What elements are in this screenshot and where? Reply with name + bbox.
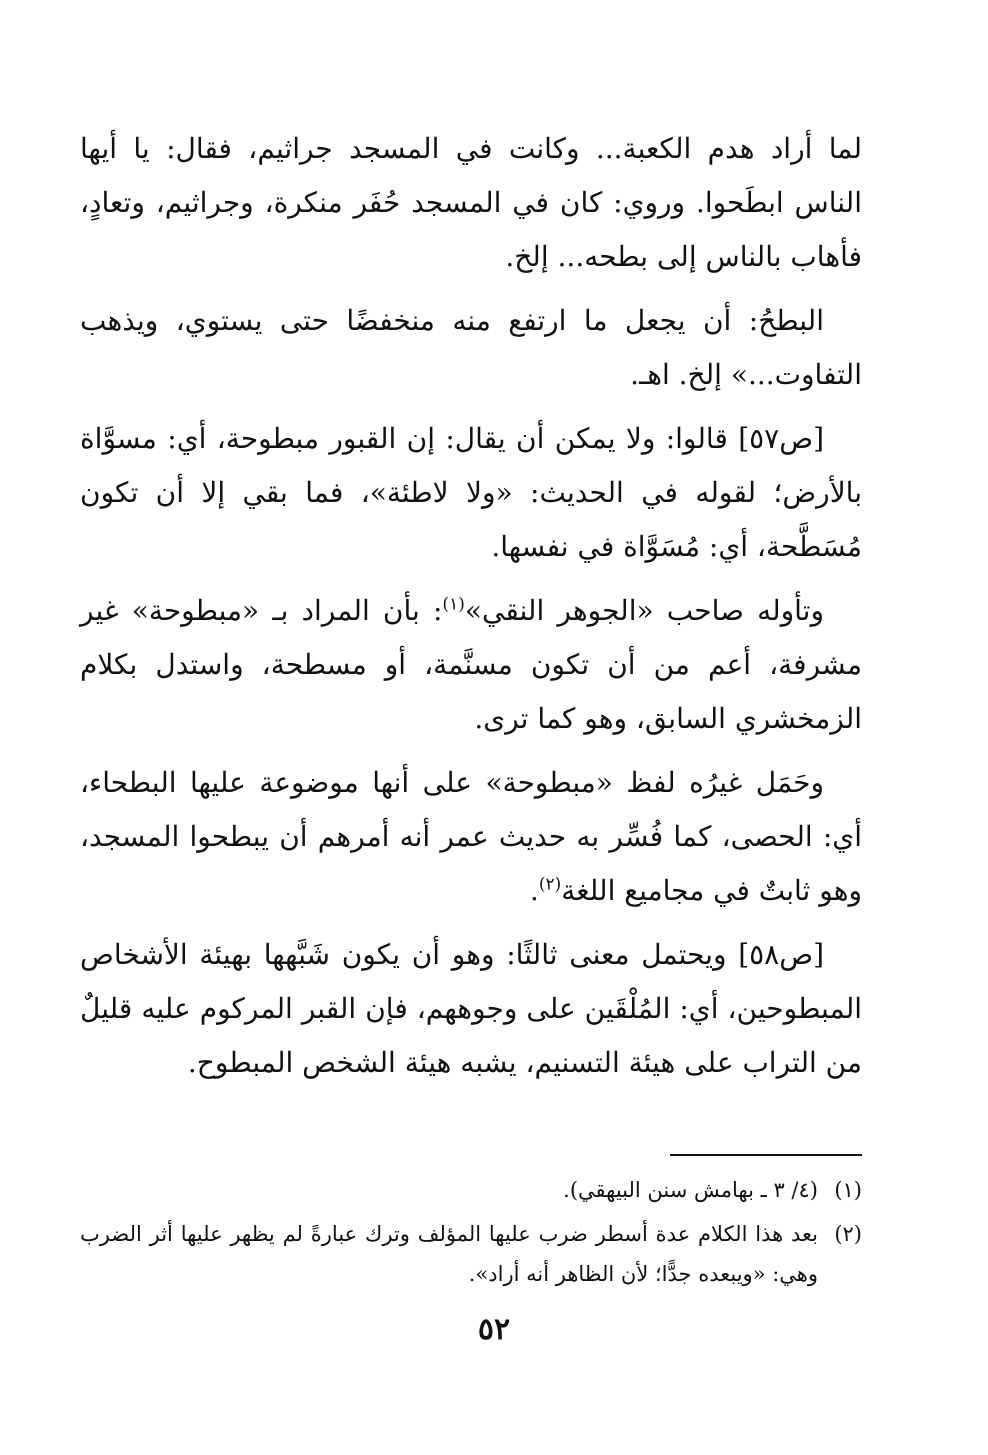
paragraph-1: لما أراد هدم الكعبة... وكانت في المسجد جراثيم، فقال: يا أيها الناس ابطَحوا. وروي: كان في المسجد حُفَر منكرة، وجراثيم، وتعادٍ، فأهاب بالناس إلى بطحه... إلخ. xyxy=(80,132,862,273)
footnote-2 xyxy=(80,1214,862,1294)
paragraph-3: [ص٥٧] قالوا: ولا يمكن أن يقال: إن القبور مبطوحة، أي: مسوَّاة بالأرض؛ لقوله في الحديث: «ولا لاطئة»، فما بقي إلا أن تكون مُسَطَّحة، أي: مُسَوَّاة في نفسها. xyxy=(80,422,862,563)
footnote-1-text: (٤/ ٣ ـ بهامش سنن البيهقي). xyxy=(563,1178,818,1202)
main-text xyxy=(80,122,862,1100)
paragraph-5-text-after: . xyxy=(529,874,539,907)
paragraph-2: البطحُ: أن يجعل ما ارتفع منه منخفضًا حتى يستوي، ويذهب التفاوت...» إلخ. اهـ. xyxy=(80,304,862,391)
paragraph-4 xyxy=(80,584,862,746)
paragraph-5 xyxy=(80,756,862,918)
footnote-1-number: (١) xyxy=(834,1178,862,1202)
page-number: ٥٢ xyxy=(477,1312,511,1347)
footnote-1 xyxy=(80,1170,862,1210)
footnote-2-text: بعد هذا الكلام عدة أسطر ضرب عليها المؤلف وترك عبارةً لم يظهر عليها أثر الضرب وهي: «ويبعده جدًّا؛ لأن الظاهر أنه أراد». xyxy=(80,1222,818,1286)
footnote-ref-1[interactable]: (١) xyxy=(442,594,465,615)
footnote-2-number: (٢) xyxy=(834,1222,862,1246)
footnotes xyxy=(80,1170,862,1298)
paragraph-5-text-before: وحَمَل غيرُه لفظ «مبطوحة» على أنها موضوعة عليها البطحاء، أي: الحصى، كما فُسِّر به حديث عمر أنه أمرهم أن يبطحوا المسجد، وهو ثابتٌ في مجاميع اللغة xyxy=(80,766,862,907)
paragraph-4-text-after: : بأن المراد بـ «مبطوحة» غير مشرفة، أعم من أن تكون مسنَّمة، أو مسطحة، واستدل بكلام الزمخشري السابق، وهو كما ترى. xyxy=(80,594,862,735)
footnote-ref-2[interactable]: (٢) xyxy=(538,874,562,895)
paragraph-4-text-before: وتأوله صاحب «الجوهر النقي» xyxy=(464,594,824,627)
paragraph-6: [ص٥٨] ويحتمل معنى ثالثًا: وهو أن يكون شَبَّهها بهيئة الأشخاص المبطوحين، أي: المُلْقَين على وجوههم، فإن القبر المركوم عليه قليلٌ من التراب على هيئة التسنيم، يشبه هيئة الشخص المبطوح. xyxy=(80,938,862,1079)
footnote-separator xyxy=(670,1154,862,1156)
